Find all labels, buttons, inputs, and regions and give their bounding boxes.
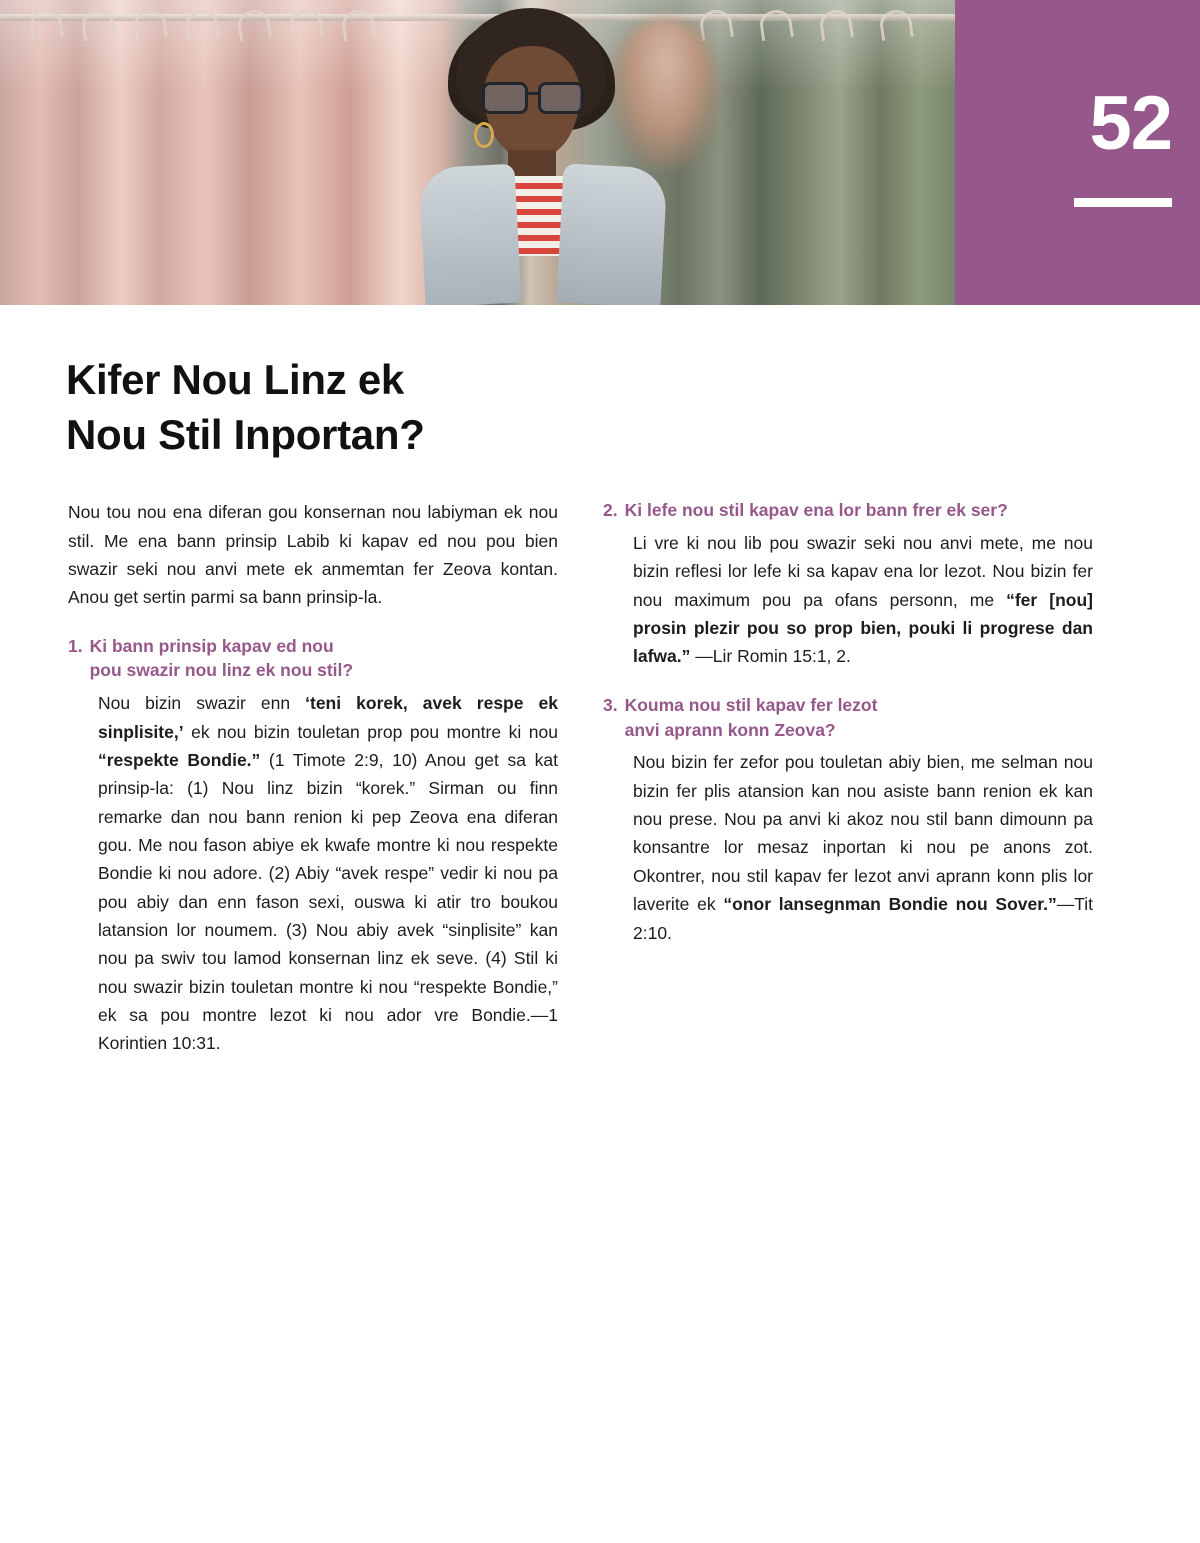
- question-1-paragraph: Nou bizin swazir enn ‘teni korek, avek respe ek sinplisite,’ ek nou bizin touletan prop pou montre ki nou “respekte Bondie.” (1 Timote 2:9, 10) Anou get sa kat prinsip-la: (1) Nou linz bizin “korek.” Sirman ou finn remarke dan nou bann renion ki pep Zeova ena diferan gou. Me nou fason abiye ek kwafe montre ki nou respekte Bondie ki nou adore. (2) Abiy “avek respe” vedir ki nou pa pou abiy dan enn fason sexi, ouswa ki atir tro boukou latansion lor noumem. (3) Nou abiy avek “sinplisite” kan nou pa swiv tou lamod konsernan linz ek seve. (4) Stil ki nou swazir bizin touletan montre ki nou “respekte Bondie,” ek sa pou montre lezot ki nou ador vre Bondie.—1 Korintien 10:31.: [98, 693, 558, 1054]
- page-title: [66, 353, 826, 462]
- question-block-1: [68, 634, 558, 1058]
- question-1-heading: [68, 634, 558, 684]
- glasses-icon: [482, 82, 584, 108]
- page-title-line-1: Kifer Nou Linz ek: [66, 356, 404, 403]
- question-block-2: [603, 498, 1093, 671]
- question-3-heading-line-2: anvi aprann konn Zeova?: [624, 719, 836, 740]
- question-2-heading: [603, 498, 1093, 523]
- badge-rule: [1074, 198, 1172, 207]
- question-1-number: 1.: [68, 635, 83, 656]
- article-columns: [68, 498, 1138, 1058]
- question-1-heading-line-1: Ki bann prinsip kapav ed nou: [89, 635, 334, 656]
- question-3-paragraph: Nou bizin fer zefor pou touletan abiy bien, me selman nou bizin fer plis atansion kan nou asiste bann renion ek kan nou prese. Nou pa anvi ki akoz nou stil bann dimounn pa konsantre lor mesaz inportan ki nou pe anons zot. Okontrer, nou stil kapav fer lezot anvi aprann konn plis lor laverite ek “onor lansegnman Bondie nou Sover.”—Tit 2:10.: [633, 752, 1093, 943]
- question-2-text: Ki lefe nou stil kapav ena lor bann frer ek ser?: [624, 500, 1008, 521]
- page-number: 52: [1089, 81, 1172, 166]
- jacket-left: [418, 164, 521, 305]
- question-3-text: [625, 693, 1093, 743]
- question-block-3: [603, 693, 1093, 947]
- question-3-heading: [603, 693, 1093, 743]
- foreground-woman: [400, 0, 680, 305]
- page-title-line-2: Nou Stil Inportan?: [66, 410, 425, 458]
- page-number-badge: [955, 0, 1200, 305]
- question-1-body: [68, 689, 558, 1057]
- column-right: [603, 498, 1093, 1058]
- jacket-right: [556, 163, 667, 305]
- intro-paragraph: Nou tou nou ena diferan gou konsernan nou labiyman ek nou stil. Me ena bann prinsip Labib ki kapav ed nou pou bien swazir seki nou anvi mete ek anmemtan fer Zeova kontan. Anou get sertin parmi sa bann prinsip-la.: [68, 502, 558, 608]
- question-2-body: [603, 529, 1093, 671]
- hero-photo: [0, 0, 955, 305]
- question-3-heading-line-1: Kouma nou stil kapav fer lezot: [624, 694, 878, 715]
- question-1-text: [90, 634, 558, 684]
- question-1-heading-line-2: pou swazir nou linz ek nou stil?: [89, 660, 354, 681]
- question-2-number: 2.: [603, 500, 618, 521]
- column-left: [68, 498, 558, 1058]
- question-3-number: 3.: [603, 694, 618, 715]
- question-3-body: [603, 748, 1093, 946]
- earring: [474, 122, 494, 148]
- hero-banner: [0, 0, 1200, 305]
- question-2-paragraph: Li vre ki nou lib pou swazir seki nou anvi mete, me nou bizin reflesi lor lefe ki sa kapav ena lor lezot. Nou bizin fer nou maximum pou pa ofans personn, me “fer [nou] prosin plezir pou so prop bien, pouki li progrese dan lafwa.” —Lir Romin 15:1, 2.: [633, 533, 1093, 667]
